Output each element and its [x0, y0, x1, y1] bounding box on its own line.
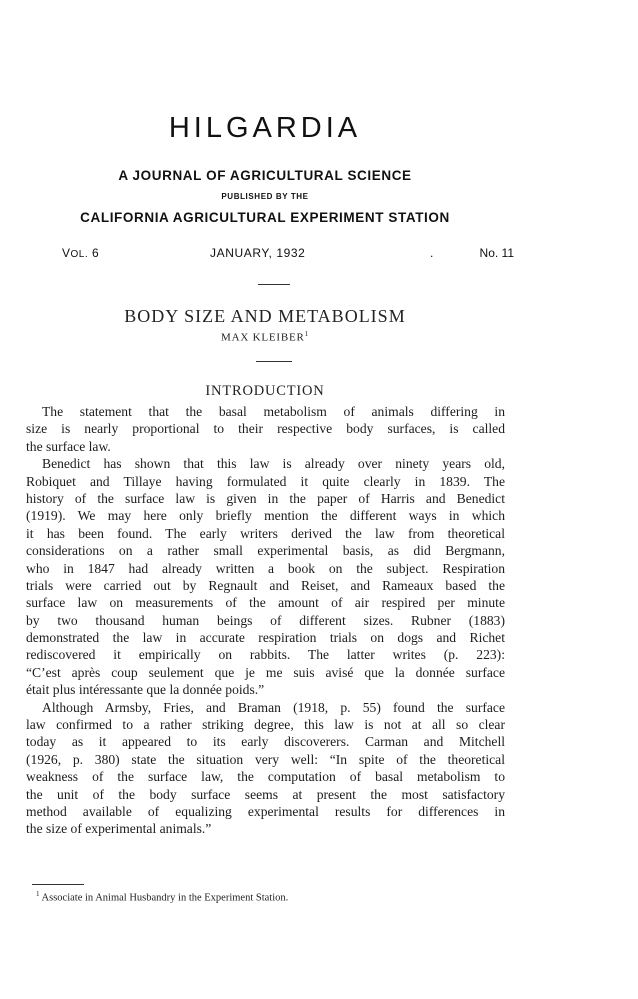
author-name: MAX KLEIBER [221, 331, 305, 344]
journal-subtitle: A JOURNAL OF AGRICULTURAL SCIENCE [118, 168, 412, 183]
body-line: the unit of the body surface seems at present the most satisfactory [26, 786, 505, 802]
body-line: demonstrated the law in accurate respiration trials on dogs and Richet [26, 630, 505, 646]
issue-row [62, 246, 514, 264]
body-line: size is nearly proportional to their respective body surfaces, is called [26, 421, 505, 437]
footnote [36, 890, 506, 904]
body-line: the surface law. [26, 438, 111, 454]
body-line: (1926, p. 380) state the situation very well: “In spite of the theoretical [26, 751, 505, 767]
body-line: weakness of the surface law, the computation of basal metabolism to [26, 769, 505, 785]
volume-prefix: V [62, 246, 71, 260]
body-line: Although Armsby, Fries, and Braman (1918, p. 55) found the surface [42, 699, 505, 715]
body-line: law confirmed to a rather striking degree, this law is not at all so clear [26, 717, 505, 733]
body-line: considerations on a rather small experimental basis, as did Bergmann, [26, 543, 505, 559]
author-footnote-mark: 1 [304, 330, 309, 338]
body-line: The statement that the basal metabolism of animals differing in [42, 404, 505, 419]
published-by: PUBLISHED BY THE [221, 192, 309, 201]
issue-number: No. 11 [479, 246, 514, 260]
body-line: who in 1847 had already written a book on the subject. Respiration [26, 560, 505, 576]
divider-rule [256, 361, 292, 362]
footnote-rule [32, 884, 84, 885]
volume-label [62, 246, 99, 260]
issue-dot: . [430, 246, 434, 260]
body-line: by two thousand human beings of different sizes. Rubner (1883) [26, 612, 505, 628]
body-line: method available of equalizing experimental results for differences in [26, 803, 505, 819]
body-line: trials were carried out by Regnault and Reiset, and Rameaux based the [26, 577, 505, 593]
body-line: history of the surface law is given in the paper of Harris and Benedict [26, 490, 505, 506]
body-line: today as it appeared to its early discoverers. Carman and Mitchell [26, 734, 505, 750]
body-line: (1919). We may here only briefly mention the different ways in which [26, 508, 505, 524]
journal-title: HILGARDIA [168, 112, 362, 144]
body-line: it has been found. The early writers derived the law from theoretical [26, 525, 505, 541]
body-line: the size of experimental animals.” [26, 821, 212, 837]
article-title: BODY SIZE AND METABOLISM [124, 306, 406, 326]
body-line: était plus intéressante que la donnée poids.” [26, 682, 265, 698]
volume-caps: OL. [70, 249, 89, 260]
body-text [26, 403, 505, 838]
issue-date: JANUARY, 1932 [210, 246, 306, 260]
body-line: Benedict has shown that this law is already over ninety years old, [42, 456, 505, 472]
article-author [0, 330, 530, 344]
section-heading: INTRODUCTION [205, 383, 325, 399]
volume-number: 6 [91, 246, 100, 260]
body-line: rediscovered it empirically on rabbits. The latter writes (p. 223): [26, 647, 505, 663]
body-line: surface law on measurements of the amount of air respired per minute [26, 595, 505, 611]
divider-rule [258, 284, 290, 285]
station-name: CALIFORNIA AGRICULTURAL EXPERIMENT STATION [80, 210, 450, 225]
footnote-mark: 1 [36, 890, 40, 898]
footnote-text: Associate in Animal Husbandry in the Experiment Station. [41, 892, 289, 904]
body-line: Robiquet and Tillaye having formulated it quite clearly in 1839. The [26, 473, 505, 489]
body-line: “C’est après coup seulement que je me suis avisé que la donnée surface [26, 664, 505, 680]
